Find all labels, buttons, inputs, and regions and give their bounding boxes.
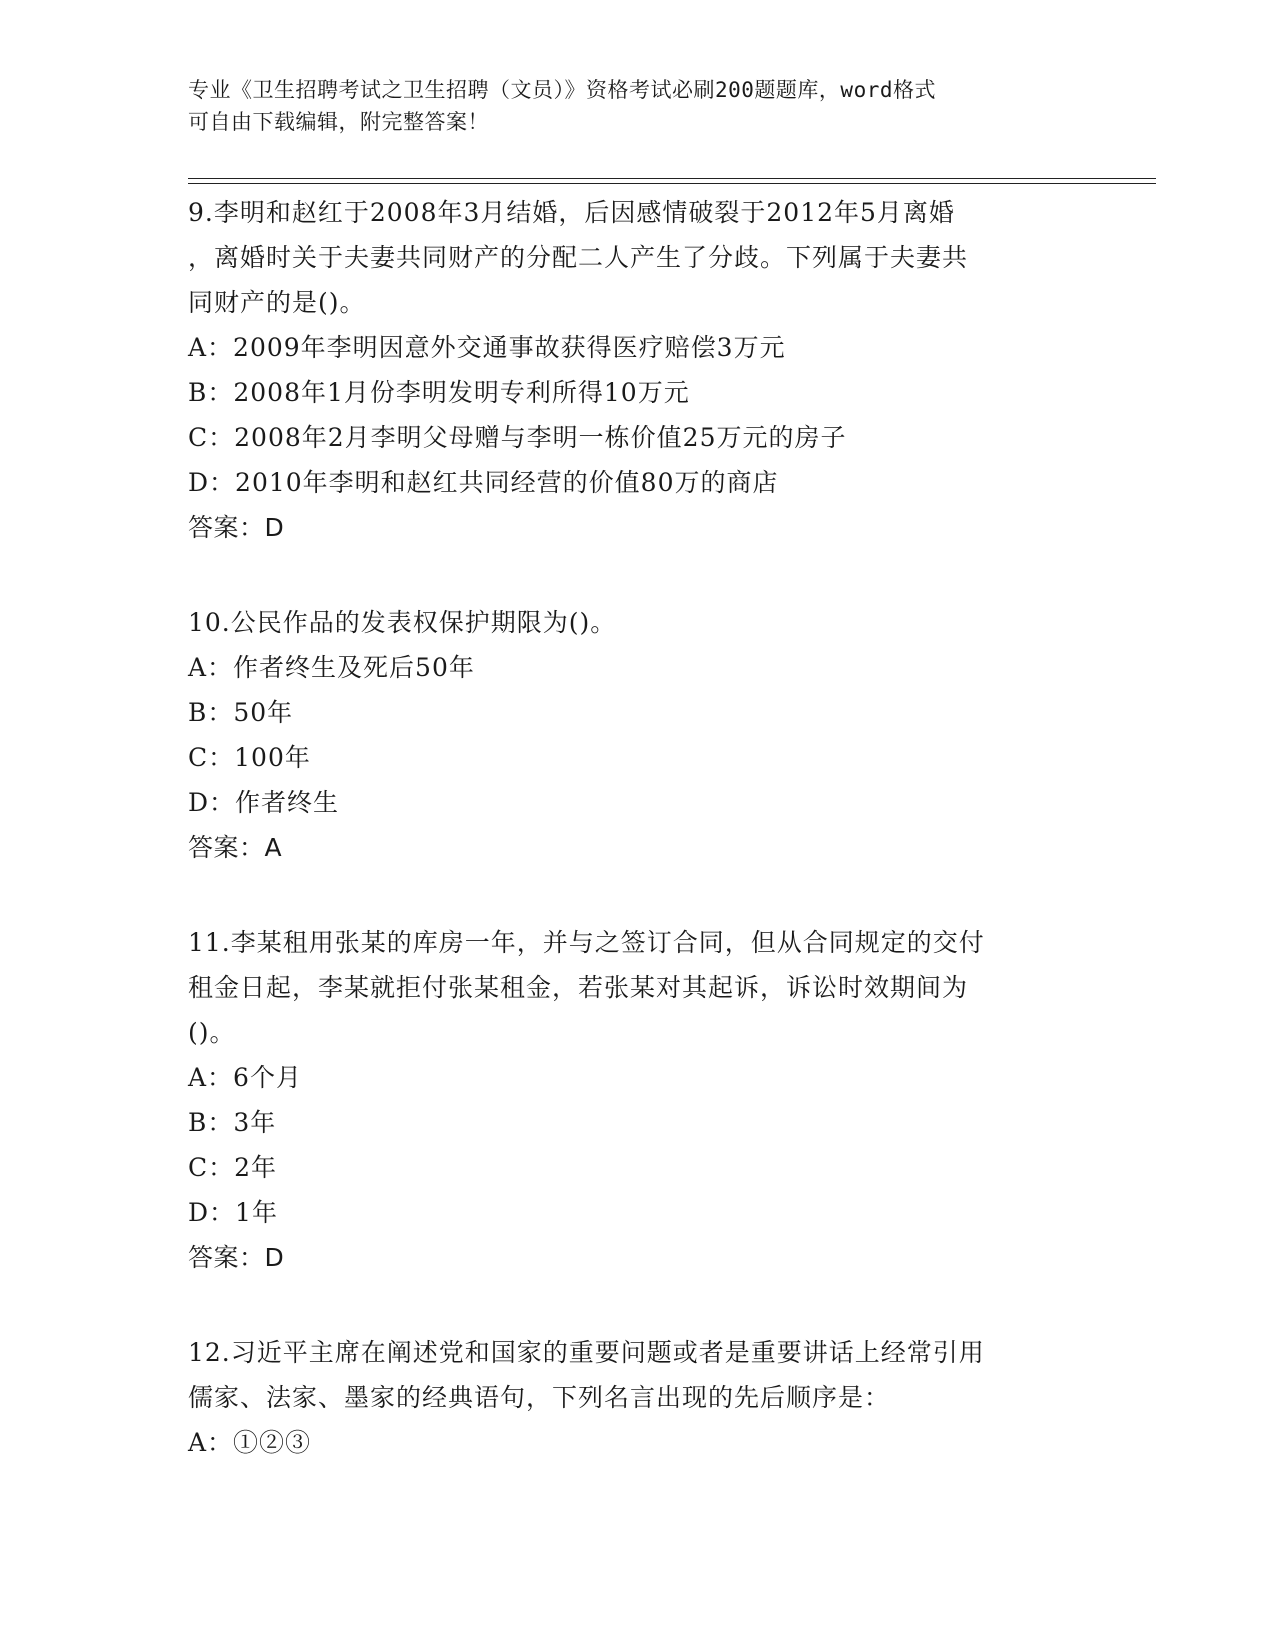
question-stem-line: 10.公民作品的发表权保护期限为()。 xyxy=(188,608,617,637)
question-stem-line: 12.习近平主席在阐述党和国家的重要问题或者是重要讲话上经常引用 xyxy=(188,1338,985,1367)
option-a: A：①②③ xyxy=(188,1428,312,1457)
option-c: C：2008年2月李明父母赠与李明一栋价值25万元的房子 xyxy=(188,423,847,452)
question-stem-line: 同财产的是()。 xyxy=(188,288,366,317)
question-12 xyxy=(188,1330,1088,1465)
option-a: A：6个月 xyxy=(188,1063,302,1092)
question-10 xyxy=(188,600,1088,870)
header-divider-top xyxy=(188,178,1156,179)
question-9 xyxy=(188,190,1088,550)
question-stem-line: ，离婚时关于夫妻共同财产的分配二人产生了分歧。下列属于夫妻共 xyxy=(188,243,969,272)
option-d: D：2010年李明和赵红共同经营的价值80万的商店 xyxy=(188,468,779,497)
answer-line: 答案：A xyxy=(188,833,283,862)
option-d: D：1年 xyxy=(188,1198,278,1227)
option-d: D：作者终生 xyxy=(188,788,340,817)
question-11 xyxy=(188,920,1088,1280)
header-line-2: 可自由下载编辑，附完整答案！ xyxy=(188,110,489,134)
option-b: B：50年 xyxy=(188,698,294,727)
option-c: C：2年 xyxy=(188,1153,278,1182)
header-divider-bottom xyxy=(188,183,1156,184)
option-b: B：2008年1月份李明发明专利所得10万元 xyxy=(188,378,690,407)
header-line-1: 专业《卫生招聘考试之卫生招聘（文员）》资格考试必刷200题题库，word格式 xyxy=(188,78,936,102)
question-stem-line: ()。 xyxy=(188,1018,236,1047)
option-c: C：100年 xyxy=(188,743,311,772)
question-stem-line: 11.李某租用张某的库房一年，并与之签订合同，但从合同规定的交付 xyxy=(188,928,985,957)
answer-line: 答案：D xyxy=(188,513,285,542)
option-b: B：3年 xyxy=(188,1108,277,1137)
answer-line: 答案：D xyxy=(188,1243,285,1272)
question-stem-line: 9.李明和赵红于2008年3月结婚，后因感情破裂于2012年5月离婚 xyxy=(188,198,955,227)
option-a: A：作者终生及死后50年 xyxy=(188,653,475,682)
question-stem-line: 租金日起，李某就拒付张某租金，若张某对其起诉，诉讼时效期间为 xyxy=(188,973,969,1002)
option-a: A：2009年李明因意外交通事故获得医疗赔偿3万元 xyxy=(188,333,786,362)
document-header xyxy=(188,74,1088,138)
question-stem-line: 儒家、法家、墨家的经典语句，下列名言出现的先后顺序是： xyxy=(188,1383,891,1412)
